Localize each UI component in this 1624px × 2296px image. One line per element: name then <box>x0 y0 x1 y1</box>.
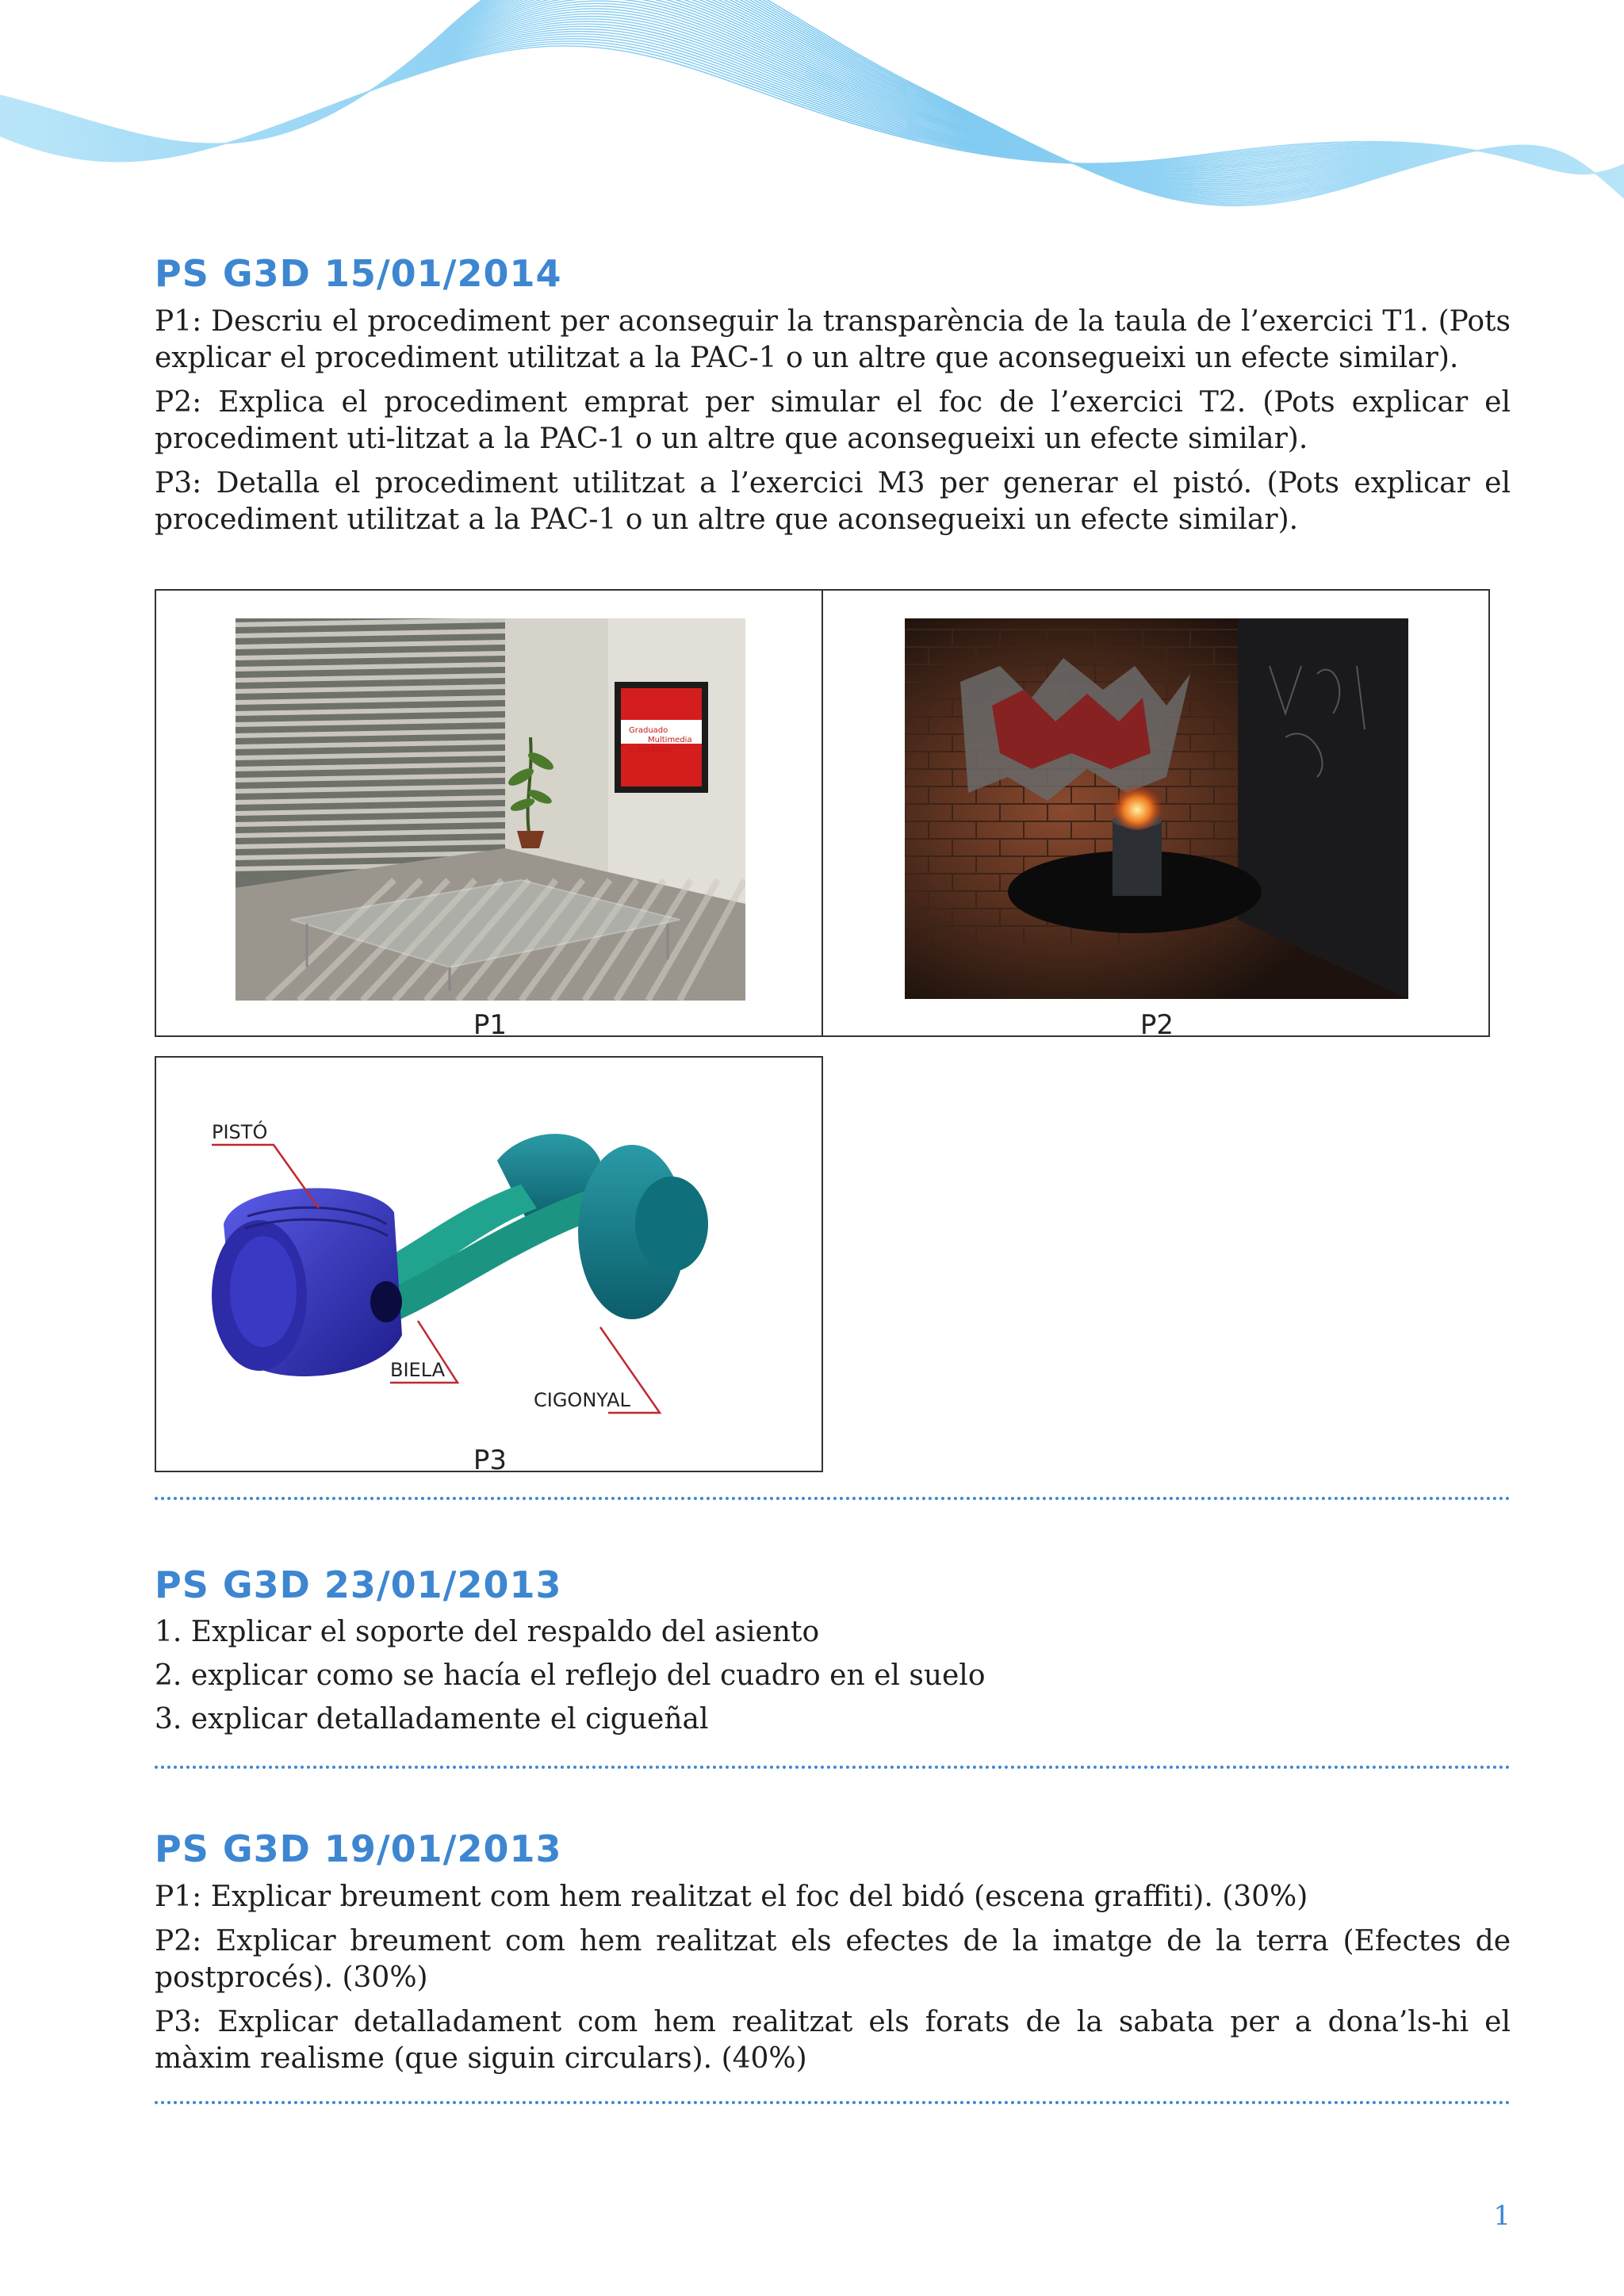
poster-line-1: Graduado <box>629 726 668 735</box>
separator-2 <box>155 1766 1511 1769</box>
poster-line-2: Multimedia <box>648 736 692 744</box>
page-number: 1 <box>1493 2200 1511 2232</box>
list-item: 3. explicar detalladamente el cigueñal <box>155 1703 709 1736</box>
figure-p2-frame <box>822 589 1490 1041</box>
figure-p1-frame <box>155 589 823 1041</box>
p2-graffiti-render <box>905 618 1408 999</box>
list-item: 1. Explicar el soporte del respaldo del asiento <box>155 1616 820 1649</box>
question-p3: P3: Detalla el procediment utilitzat a l’exercici M3 per generar el pistó. (Pots explicar el procediment utilitzat a la PAC-1 o un altre que aconsegueixi un efecte similar). <box>155 467 1511 537</box>
section-title: PS G3D 19/01/2013 <box>155 1827 562 1870</box>
question-p2: P2: Explica el procediment emprat per simular el foc de l’exercici T2. (Pots explicar el procediment uti-litzat a la PAC-1 o un altre que aconsegueixi un efecte similar). <box>155 386 1511 456</box>
figure-p1-caption: P1 <box>473 1009 508 1041</box>
section-title: PS G3D 23/01/2013 <box>155 1563 562 1606</box>
figure-p3-caption: P3 <box>473 1445 508 1476</box>
question-p2: P2: Explicar breument com hem realitzat els efectes de la imatge de la terra (Efectes de postprocés). (30%) <box>155 1925 1511 1995</box>
section-23-01-2013 <box>155 1563 1511 1738</box>
poster-line-3: a distancia <box>629 745 672 754</box>
list-item: 2. explicar como se hacía el reflejo del cuadro en el suelo <box>155 1659 986 1693</box>
label-crank: CIGONYAL <box>534 1389 630 1411</box>
separator-3 <box>155 2101 1511 2104</box>
section-2014 <box>155 252 1511 538</box>
figure-p2-caption: P2 <box>1139 1009 1174 1041</box>
question-p3: P3: Explicar detalladament com hem realitzat els forats de la sabata per a dona’ls-hi el màxim realisme (que siguin circulars). (40%) <box>155 2006 1511 2076</box>
label-rod: BIELA <box>390 1359 446 1381</box>
question-p1: P1: Descriu el procediment per aconseguir la transparència de la taula de l’exercici T1. (Pots explicar el procediment utilitzat a la PAC-1 o un altre que aconsegueixi un efecte similar). <box>155 305 1511 375</box>
section-title: PS G3D 15/01/2014 <box>155 252 562 295</box>
label-piston: PISTÓ <box>212 1121 268 1143</box>
p3-piston-render <box>188 1089 799 1438</box>
section-19-01-2013 <box>155 1827 1511 2077</box>
figure-p3-frame <box>155 1056 823 1476</box>
question-p1: P1: Explicar breument com hem realitzat el foc del bidó (escena graffiti). (30%) <box>155 1881 1308 1914</box>
header-wave-decoration <box>0 0 1624 246</box>
p1-room-render <box>236 618 745 1001</box>
separator-1 <box>155 1497 1511 1500</box>
